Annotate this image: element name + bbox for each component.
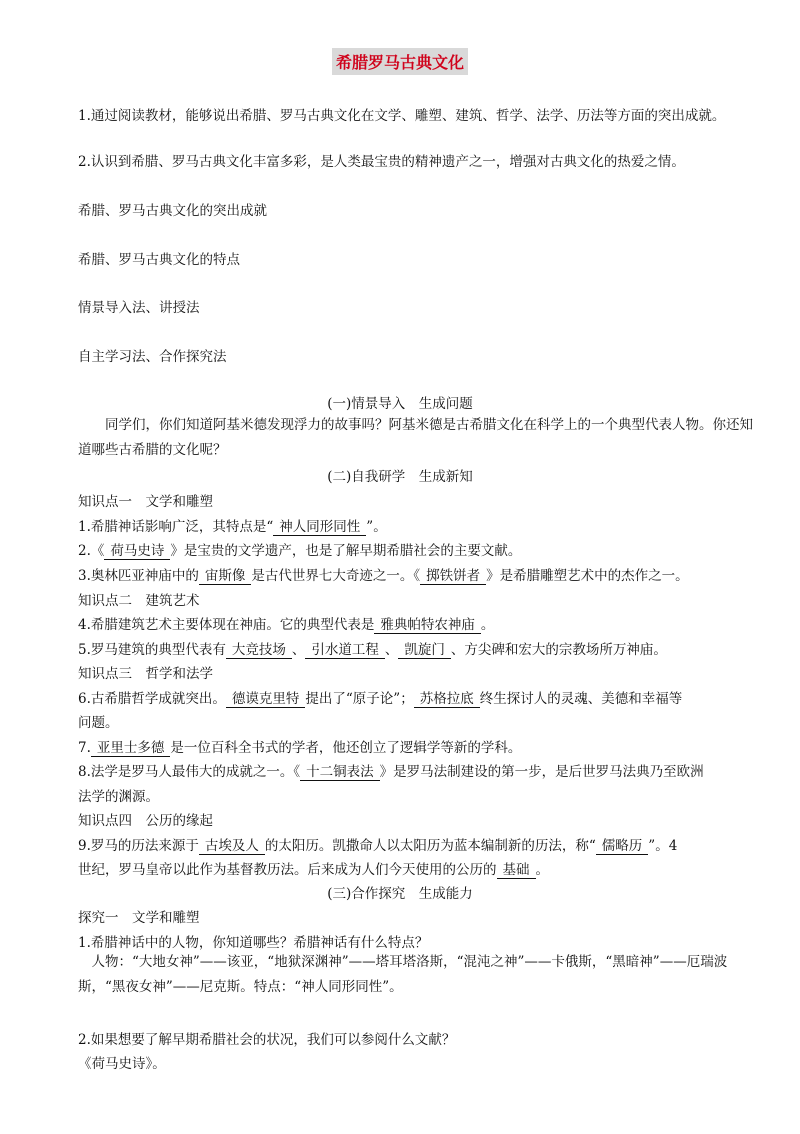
question-9: 9.罗马的历法来源于 古埃及人 的太阳历。凯撒命人以太阳历为蓝本编制新的历法，称“ 儒略历 ”。4 [78, 838, 678, 854]
answer-9c: 基础 [497, 862, 536, 879]
answer-3b: 掷铁饼者 [420, 568, 486, 585]
section2-heading: (二)自我研学 生成新知 [327, 469, 473, 485]
explore-1: 探究一 文学和雕塑 [78, 910, 200, 926]
knowledge-point-2: 知识点二 建筑艺术 [78, 593, 200, 609]
section1-text: 同学们，你们知道阿基米德发现浮力的故事吗？阿基米德是古希腊文化在科学上的一个典型代表人物。你还知道哪些古希腊的文化呢？ [78, 417, 753, 458]
difficult-point: 希腊、罗马古典文化的特点 [78, 252, 240, 268]
question-8: 8.法学是罗马人最伟大的成就之一。《 十二铜表法 》是罗马法制建设的第一步，是后世罗马法典乃至欧洲 [78, 764, 704, 780]
question-1: 1.希腊神话影响广泛，其特点是“ 神人同形同性 ”。 [78, 519, 387, 535]
explore-answer-2: 《荷马史诗》。 [78, 1056, 166, 1072]
question-7: 7. 亚里士多德 是一位百科全书式的学者，他还创立了逻辑学等新的学科。 [78, 740, 522, 756]
title-text: 希腊罗马古典文化 [332, 48, 468, 75]
question-6-cont: 问题。 [78, 715, 119, 731]
question-2: 2.《 荷马史诗 》是宝贵的文学遗产，也是了解早期希腊社会的主要文献。 [78, 543, 522, 559]
answer-6a: 德谟克里特 [226, 691, 306, 708]
learning-method: 自主学习法、合作探究法 [78, 349, 227, 365]
knowledge-point-3: 知识点三 哲学和法学 [78, 666, 213, 682]
answer-9b: 儒略历 [596, 838, 649, 855]
question-4: 4.希腊建筑艺术主要体现在神庙。它的典型代表是 雅典帕特农神庙 。 [78, 617, 495, 633]
answer-5a: 大竞技场 [226, 642, 292, 659]
question-5: 5.罗马建筑的典型代表有 大竞技场 、 引水道工程 、 凯旋门 、方尖碑和宏大的宗教场所万神庙。 [78, 642, 667, 658]
answer-1: 神人同形同性 [273, 519, 366, 536]
answer-6b: 苏格拉底 [414, 691, 480, 708]
question-3: 3.奥林匹亚神庙中的 宙斯像 是古代世界七大奇迹之一。《 掷铁饼者 》是希腊雕塑艺术中的杰作之一。 [78, 568, 689, 584]
question-6: 6.古希腊哲学成就突出。 德谟克里特 提出了“原子论”； 苏格拉底 终生探讨人的灵魂、美德和幸福等 [78, 691, 683, 707]
explore-question-2: 2.如果想要了解早期希腊社会的状况，我们可以参阅什么文献？ [78, 1032, 456, 1048]
answer-3a: 宙斯像 [199, 568, 252, 585]
answer-8: 十二铜表法 [300, 764, 380, 781]
teaching-method: 情景导入法、讲授法 [78, 300, 200, 316]
goal-1: 1.通过阅读教材，能够说出希腊、罗马古典文化在文学、雕塑、建筑、哲学、法学、历法等方面的突出成就。 [78, 108, 726, 124]
question-8-cont: 法学的渊源。 [78, 789, 159, 805]
explore-answer-1: 人物：“大地女神”——该亚，“地狱深渊神”——塔耳塔洛斯，“混沌之神”——卡俄斯，“黑暗神”——厄瑞波斯，“黑夜女神”——尼克斯。特点：“神人同形同性”。 [78, 954, 728, 995]
document-title [0, 48, 800, 75]
answer-4: 雅典帕特农神庙 [374, 617, 481, 634]
answer-9a: 古埃及人 [199, 838, 265, 855]
knowledge-point-1: 知识点一 文学和雕塑 [78, 494, 213, 510]
explore-question-1: 1.希腊神话中的人物，你知道哪些？希腊神话有什么特点？ [78, 935, 429, 951]
answer-5b: 引水道工程 [305, 642, 385, 659]
goal-2: 2.认识到希腊、罗马古典文化丰富多彩，是人类最宝贵的精神遗产之一，增强对古典文化的热爱之情。 [78, 154, 685, 170]
section3-heading: (三)合作探究 生成能力 [327, 886, 473, 902]
answer-2: 荷马史诗 [104, 543, 170, 560]
answer-7: 亚里士多德 [91, 740, 171, 757]
key-point: 希腊、罗马古典文化的突出成就 [78, 203, 267, 219]
section1-heading: (一)情景导入 生成问题 [327, 396, 473, 412]
question-9-cont: 世纪，罗马皇帝以此作为基督教历法。后来成为人们今天使用的公历的 基础 。 [78, 862, 549, 878]
answer-5c: 凯旋门 [398, 642, 451, 659]
knowledge-point-4: 知识点四 公历的缘起 [78, 813, 213, 829]
